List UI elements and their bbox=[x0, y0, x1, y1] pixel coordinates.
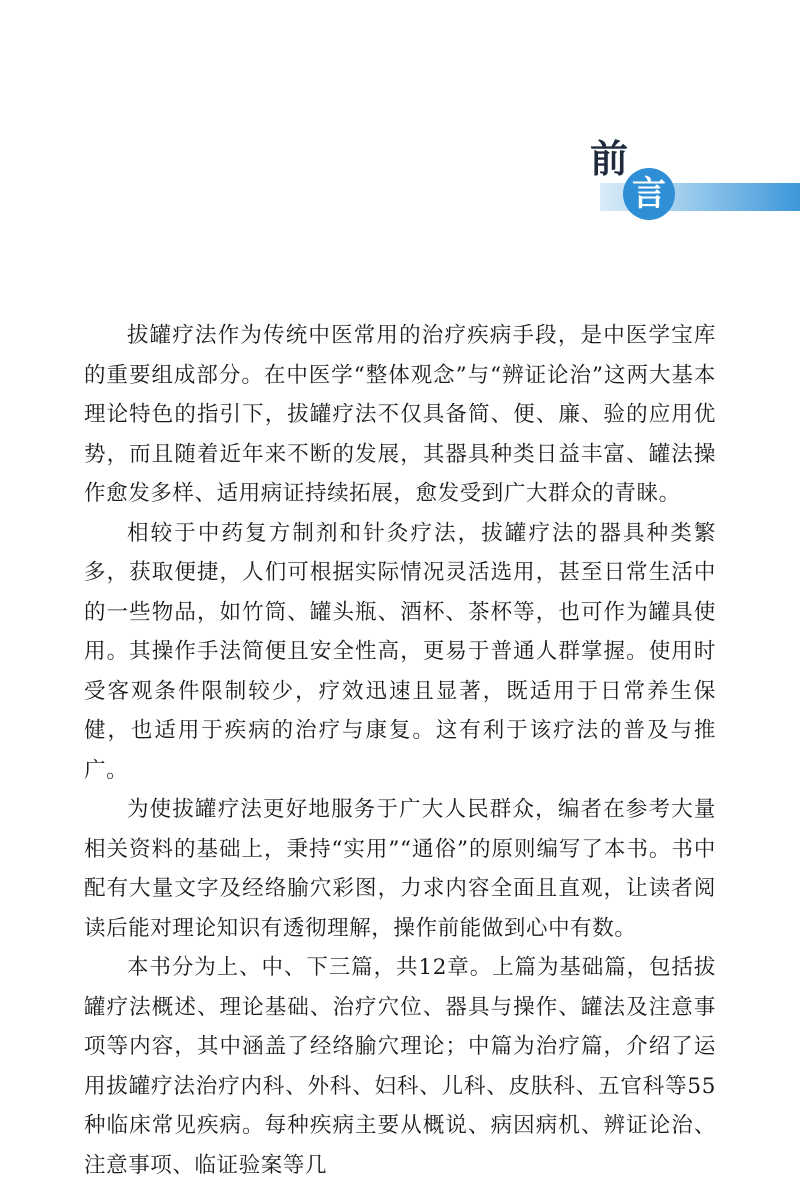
heading-circle-badge bbox=[623, 168, 675, 220]
paragraph: 相较于中药复方制剂和针灸疗法，拔罐疗法的器具种类繁多，获取便捷，人们可根据实际情况灵活选用，甚至日常生活中的一些物品，如竹筒、罐头瓶、酒杯、茶杯等，也可作为罐具使用。其操作手法简便且安全性高，更易于普通人群掌握。使用时受客观条件限制较少，疗效迅速且显著，既适用于日常养生保健，也适用于疾病的治疗与康复。这有利于该疗法的普及与推广。 bbox=[84, 520, 716, 783]
paragraph: 拔罐疗法作为传统中医常用的治疗疾病手段，是中医学宝库的重要组成部分。在中医学“整体观念”与“辨证论治”这两大基本理论特色的指引下，拔罐疗法不仅具备简、便、廉、验的应用优势，而且随着近年来不断的发展，其器具种类日益丰富、罐法操作愈发多样、适用病证持续拓展，愈发受到广大群众的青睐。 bbox=[84, 323, 716, 506]
heading-char-yan: 言 bbox=[632, 174, 666, 214]
preface-body bbox=[84, 316, 716, 1185]
paragraph: 本书分为上、中、下三篇，共12章。上篇为基础篇，包括拔罐疗法概述、理论基础、治疗穴位、器具与操作、罐法及注意事项等内容，其中涵盖了经络腧穴理论；中篇为治疗篇，介绍了运用拔罐疗法治疗内科、外科、妇科、儿科、皮肤科、五官科等55种临床常见疾病。每种疾病主要从概说、病因病机、辨证论治、注意事项、临证验案等几 bbox=[84, 955, 716, 1178]
heading-char-qian: 前 bbox=[590, 137, 629, 181]
paragraph: 为使拔罐疗法更好地服务于广大人民群众，编者在参考大量相关资料的基础上，秉持“实用”“通俗”的原则编写了本书。书中配有大量文字及经络腧穴彩图，力求内容全面且直观，让读者阅读后能对理论知识有透彻理解，操作前能做到心中有数。 bbox=[84, 797, 716, 941]
chapter-heading bbox=[0, 0, 800, 260]
